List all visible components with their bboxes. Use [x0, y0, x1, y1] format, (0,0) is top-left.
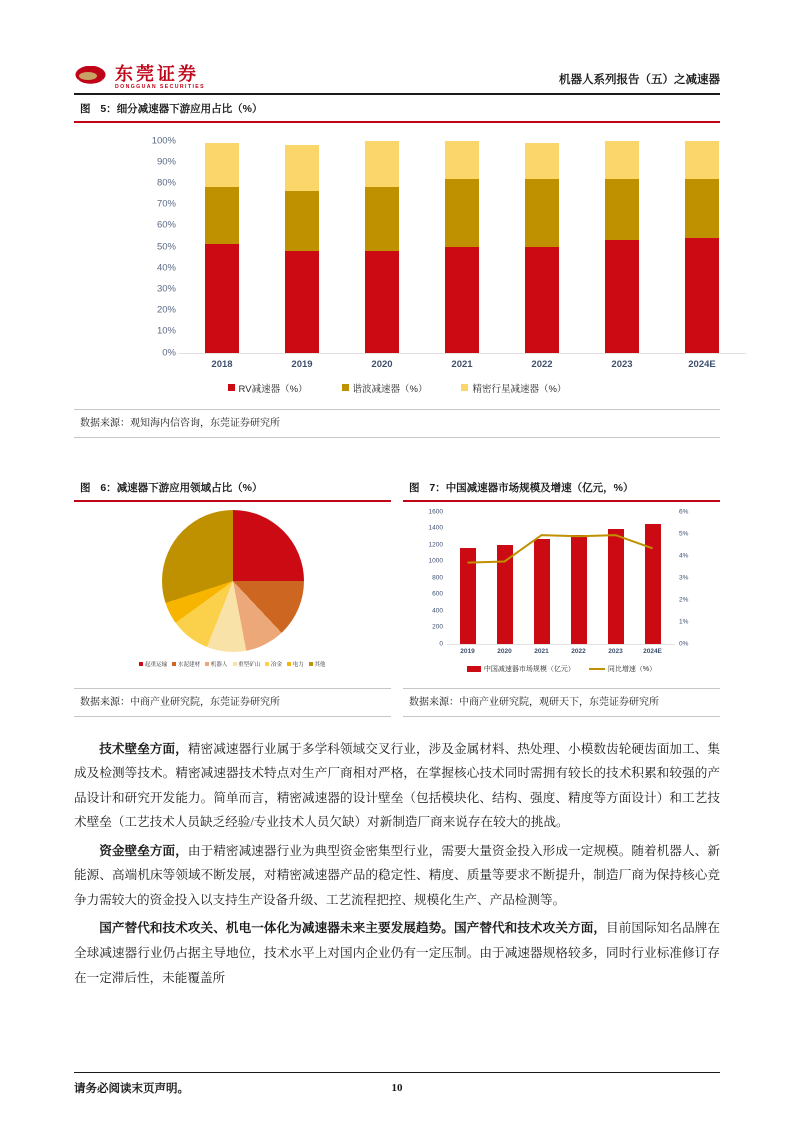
legend-label: 起重运输 — [144, 661, 168, 668]
x-tick: 2024E — [688, 358, 716, 370]
y-tick: 40% — [156, 262, 176, 274]
legend-label: 同比增速（%） — [607, 665, 657, 673]
page-footer — [74, 1072, 720, 1097]
bar-segment — [525, 247, 559, 353]
y-tick: 20% — [156, 304, 176, 316]
dongguan-securities-logo-icon — [74, 66, 108, 88]
bar-segment — [365, 187, 399, 251]
x-tick: 2021 — [534, 647, 549, 655]
legend-label: 精密行星减速器（%） — [472, 383, 567, 395]
y-tick: 30% — [156, 283, 176, 295]
legend-swatch — [228, 384, 235, 391]
figure-5-bars — [182, 141, 742, 353]
y-tick: 50% — [156, 241, 176, 253]
x-tick: 2020 — [497, 647, 512, 655]
pie-chart — [162, 510, 304, 652]
legend-swatch — [172, 662, 176, 666]
bar-segment — [685, 238, 719, 352]
figure-6-source: 数据来源：中商产业研究院，东莞证券研究所 — [80, 696, 280, 708]
stacked-bar — [365, 141, 399, 353]
paragraph-technical-barriers — [74, 737, 720, 835]
bar-segment — [205, 143, 239, 188]
x-tick: 2018 — [211, 358, 233, 370]
logo-name-en: DONGGUAN SECURITIES — [115, 83, 206, 90]
y-tick-right: 4% — [679, 552, 689, 560]
y-tick: 90% — [156, 156, 176, 168]
figure-5-baseline — [178, 353, 746, 355]
y-tick-right: 0% — [679, 640, 689, 648]
figure-7-source: 数据来源：中商产业研究院，观研天下，东莞证券研究所 — [409, 696, 659, 708]
legend-label: 中国减速器市场规模（亿元） — [483, 665, 575, 673]
figure-5-number: 5： — [100, 102, 117, 115]
figure-6-legend — [74, 660, 391, 668]
figure-7-left-axis — [411, 508, 443, 648]
bar-segment — [685, 141, 719, 179]
legend-item — [228, 381, 308, 395]
stacked-bar — [605, 141, 639, 353]
figure-7-x-axis — [449, 648, 671, 655]
y-tick: 0% — [162, 347, 176, 359]
bar-segment — [285, 145, 319, 192]
y-tick: 60% — [156, 219, 176, 231]
figure-7-growth-line — [449, 512, 671, 644]
company-logo — [74, 65, 205, 90]
legend-item — [309, 660, 326, 668]
legend-item — [205, 660, 227, 668]
legend-label: 谐波减速器（%） — [352, 383, 428, 395]
legend-item — [287, 660, 304, 668]
figure-5-x-axis — [182, 359, 742, 370]
figure-5-source: 数据来源：观知海内信咨询，东莞证券研究所 — [80, 417, 280, 429]
legend-label: 冶金 — [270, 661, 283, 668]
bar-segment — [285, 251, 319, 353]
bar-segment — [445, 247, 479, 353]
x-tick: 2020 — [371, 358, 393, 370]
legend-swatch — [139, 662, 143, 666]
bar-segment — [605, 141, 639, 179]
stacked-bar — [525, 143, 559, 353]
legend-swatch — [287, 662, 291, 666]
y-tick-left: 800 — [432, 574, 443, 582]
x-tick: 2022 — [531, 358, 553, 370]
y-tick-left: 600 — [432, 590, 443, 598]
legend-label: 重型矿山 — [238, 661, 261, 668]
y-tick-left: 200 — [432, 623, 443, 631]
figure-5-chart — [74, 123, 720, 409]
footer-divider — [74, 1072, 720, 1073]
bar-segment — [365, 251, 399, 353]
stacked-bar — [205, 143, 239, 353]
legend-label: 其他 — [314, 661, 326, 668]
y-tick-right: 5% — [679, 530, 689, 538]
legend-item — [265, 660, 282, 668]
legend-item — [172, 660, 200, 668]
figure-5-legend — [74, 381, 720, 395]
figure-5-title: 细分减速器下游应用占比（%） — [116, 102, 263, 115]
figure-5-caption — [74, 95, 720, 121]
figure-7-right-axis — [679, 508, 705, 648]
figure-7-bottom-divider — [403, 716, 720, 717]
x-tick: 2019 — [291, 358, 313, 370]
y-tick-left: 1200 — [428, 541, 443, 549]
figure-7-label: 图 — [409, 481, 420, 494]
figure-6-label: 图 — [80, 481, 91, 494]
paragraph-2-lead: 资金壁垒方面， — [99, 843, 188, 858]
y-tick-left: 1000 — [428, 557, 443, 565]
legend-swatch — [265, 662, 269, 666]
y-tick-left: 1400 — [428, 524, 443, 532]
legend-label: RV减速器（%） — [238, 383, 308, 395]
legend-swatch — [461, 384, 468, 391]
figure-5-block — [74, 95, 720, 438]
figure-7-block — [403, 474, 720, 717]
figure-6-block — [74, 474, 391, 717]
page-number: 10 — [391, 1082, 403, 1094]
legend-item — [233, 660, 261, 668]
stacked-bar — [445, 141, 479, 353]
paragraph-3-text: 目前国际知名品牌在全球减速器行业仍占据主导地位，技术水平上对国内企业仍有一定压制。由于减速器规格较多，同时行业标准修订存在一定滞后性，未能覆盖所 — [74, 921, 721, 985]
body-content — [74, 737, 720, 990]
legend-item — [342, 381, 428, 395]
legend-item — [589, 664, 656, 674]
figure-7-chart — [403, 502, 720, 688]
legend-item — [139, 660, 167, 668]
y-tick: 100% — [151, 135, 176, 147]
footer-disclaimer: 请务必阅读末页声明。 — [74, 1083, 189, 1095]
figure-5-y-axis — [134, 135, 176, 359]
figure-7-title: 中国减速器市场规模及增速（亿元，%） — [445, 481, 634, 494]
paragraph-3-lead: 国产替代和技术攻关、机电一体化为减速器未来主要发展趋势。国产替代和技术攻关方面， — [99, 921, 607, 936]
paragraph-2-text: 由于精密减速器行业为典型资金密集型行业，需要大量资金投入形成一定规模。随着机器人、新能源、高端机床等领域不断发展，对精密减速器产品的稳定性、精度、质量等要求不断提升，制造厂商为保持核心竞争力需较大的资金投入以支持生产设备升级、工艺流程把控、规模化生产、产品检测等。 — [74, 843, 721, 907]
bar-segment — [605, 240, 639, 352]
stacked-bar — [285, 145, 319, 353]
bar-segment — [525, 143, 559, 179]
y-tick-right: 3% — [679, 574, 689, 582]
figure-6-chart — [74, 502, 391, 688]
y-tick-right: 2% — [679, 596, 689, 604]
y-tick-left: 1600 — [428, 508, 443, 516]
y-tick-right: 6% — [679, 508, 689, 516]
x-tick: 2023 — [611, 358, 633, 370]
logo-name-cn: 东莞证券 — [115, 63, 199, 84]
bar-segment — [205, 187, 239, 244]
stacked-bar — [685, 141, 719, 353]
bar-segment — [205, 244, 239, 352]
bar-segment — [365, 141, 399, 188]
x-tick: 2022 — [571, 647, 586, 655]
x-tick: 2021 — [451, 358, 473, 370]
bar-segment — [445, 179, 479, 247]
legend-swatch — [309, 662, 313, 666]
legend-label: 机器人 — [210, 661, 228, 668]
x-tick: 2024E — [643, 647, 662, 655]
legend-item — [467, 664, 575, 674]
legend-swatch — [233, 662, 237, 666]
figure-7-number: 7： — [429, 481, 446, 494]
figure-5-label: 图 — [80, 102, 91, 115]
legend-label: 水泥建材 — [177, 661, 201, 668]
figure-row — [74, 474, 720, 717]
bar-segment — [525, 179, 559, 247]
legend-swatch — [205, 662, 209, 666]
figure-7-caption — [403, 474, 720, 500]
x-tick: 2019 — [460, 647, 475, 655]
y-tick-right: 1% — [679, 618, 689, 626]
x-tick: 2023 — [608, 647, 623, 655]
logo-text — [115, 65, 205, 90]
bar-segment — [285, 191, 319, 250]
y-tick-left: 0 — [439, 640, 443, 648]
y-tick: 80% — [156, 177, 176, 189]
bar-segment — [685, 179, 719, 238]
y-tick: 70% — [156, 198, 176, 210]
legend-swatch — [342, 384, 349, 391]
legend-item — [461, 381, 566, 395]
figure-5-bottom-divider — [74, 437, 720, 438]
figure-6-number: 6： — [100, 481, 117, 494]
figure-6-bottom-divider — [74, 716, 391, 717]
report-series-title: 机器人系列报告（五）之减速器 — [559, 74, 720, 86]
legend-swatch — [589, 668, 605, 670]
figure-7-legend — [403, 664, 720, 674]
figure-6-title: 减速器下游应用领域占比（%） — [116, 481, 263, 494]
paragraph-1-lead: 技术壁垒方面， — [99, 741, 188, 756]
paragraph-localization-trend — [74, 916, 720, 990]
legend-label: 电力 — [292, 661, 304, 668]
legend-swatch — [467, 666, 481, 672]
y-tick: 10% — [156, 325, 176, 337]
paragraph-capital-barriers — [74, 839, 720, 913]
paragraph-1-text: 精密减速器行业属于多学科领域交叉行业，涉及金属材料、热处理、小模数齿轮硬齿面加工、集成及检测等技术。精密减速器技术特点对生产厂商相对严格，在掌握核心技术同时需拥有较长的技术积累和较强的产品设计和研究开发能力。简单而言，精密减速器的设计壁垒（包括模块化、结构、强度、精度等方面设计）和工艺技术壁垒（工艺技术人员缺乏经验/专业技术人员欠缺）对新制造厂商来说存在较大的挑战。 — [74, 741, 721, 830]
page-header — [74, 0, 720, 90]
bar-segment — [445, 141, 479, 179]
figure-7-baseline — [447, 644, 675, 645]
bar-segment — [605, 179, 639, 240]
y-tick-left: 400 — [432, 607, 443, 615]
figure-6-caption — [74, 474, 391, 500]
